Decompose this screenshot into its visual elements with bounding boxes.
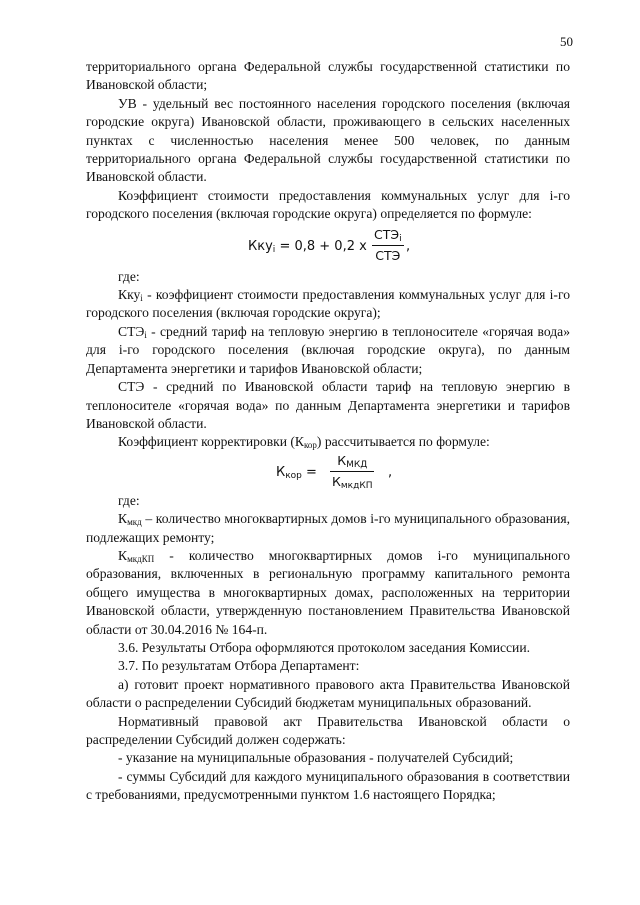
- paragraph: - указание на муниципальные образования - получателей Субсидий;: [118, 750, 514, 766]
- definition: $К_{мкдКП}$ - количество многоквартирных домов i-го муниципального образования, включенных в региональную программу капитального ремонта общего имущества в многоквартирных домах, расположенных на территории Ивановской области, утвержденную постановлением Правительства Ивановской области от 30.04.2016 № 164-п.: [86, 547, 570, 637]
- correction-intro: Коэффициент корректировки $(К_{кор})$ рассчитывается по формуле:: [118, 434, 490, 451]
- document-body: [86, 58, 570, 805]
- definition: Кку$_i$ - коэффициент стоимости предоставления коммунальных услуг для i-го городского поселения (включая городские округа);: [86, 287, 570, 321]
- fraction-denominator: К: [332, 474, 341, 490]
- fraction-denominator: СТЭ: [375, 248, 401, 264]
- formula-lhs-sub: i: [272, 244, 276, 255]
- definition: $СТЭ_i$ - средний тариф на тепловую энергию в теплоносителе «горячая вода» для i-го городского поселения (включая городские округа), по данным Департамента энергетики и тарифов Ивановской области;: [86, 323, 570, 376]
- formula-rhs: = 0,8 + 0,2 x: [279, 238, 367, 254]
- paragraph: УВ - удельный вес постоянного населения городского поселения (включая городские округа) Ивановской области, проживающего в сельских населенных пунктах с численностью населения менее 500 человек, по данным территориального органа Федеральной службы государственной статистики по Ивановской области.: [86, 95, 570, 185]
- paragraph: Нормативный правовой акт Правительства Ивановской области о распределении Субсидий должен содержать:: [86, 713, 570, 747]
- paragraph: - суммы Субсидий для каждого муниципального образования в соответствии с требованиями, предусмотренными пунктом 1.6 настоящего Порядка;: [86, 768, 570, 803]
- formula-lhs: Кку: [248, 238, 273, 254]
- formula-lhs: К: [276, 464, 286, 480]
- paragraph: Коэффициент стоимости предоставления коммунальных услуг для i-го городского поселения (включая городские округа) определяется по формуле:: [86, 187, 570, 222]
- paragraph: 3.6. Результаты Отбора оформляются протоколом заседания Комиссии.: [118, 639, 531, 655]
- fraction-numerator-sub: i: [399, 233, 402, 244]
- definition: $К_{мкд}$ – количество многоквартирных домов i-го муниципального образования, подлежащих ремонту;: [86, 511, 570, 545]
- fraction-bar: [372, 245, 404, 246]
- where-label: где:: [118, 268, 140, 284]
- where-label: где:: [118, 492, 140, 508]
- fraction-denominator-sub: мкдКП: [340, 481, 373, 492]
- formula-tail: ,: [388, 464, 393, 480]
- fraction-numerator: К: [337, 452, 347, 468]
- fraction-numerator: СТЭ: [374, 226, 400, 242]
- page-number: 50: [560, 34, 573, 49]
- fraction-numerator-sub: МКД: [346, 459, 368, 470]
- paragraph: а) готовит проект нормативного правового акта Правительства Ивановской области о распределении Субсидий бюджетам муниципальных образований.: [86, 676, 570, 711]
- formula-kkor: [86, 452, 570, 492]
- formula-eq: =: [306, 464, 317, 480]
- paragraph: территориального органа Федеральной службы государственной статистики по Ивановской области;: [86, 59, 570, 93]
- formula-lhs-sub: кор: [285, 470, 302, 481]
- definition: СТЭ - средний по Ивановской области тариф на тепловую энергию в теплоносителе «горячая вода» по данным Департамента энергетики и тарифов Ивановской области.: [86, 379, 570, 431]
- formula-tail: ,: [406, 238, 411, 254]
- formula-kku: [86, 224, 570, 268]
- fraction-bar: [330, 471, 374, 472]
- paragraph: 3.7. По результатам Отбора Департамент:: [118, 658, 360, 674]
- formula-fraction: [372, 226, 404, 266]
- formula-fraction: [330, 452, 374, 492]
